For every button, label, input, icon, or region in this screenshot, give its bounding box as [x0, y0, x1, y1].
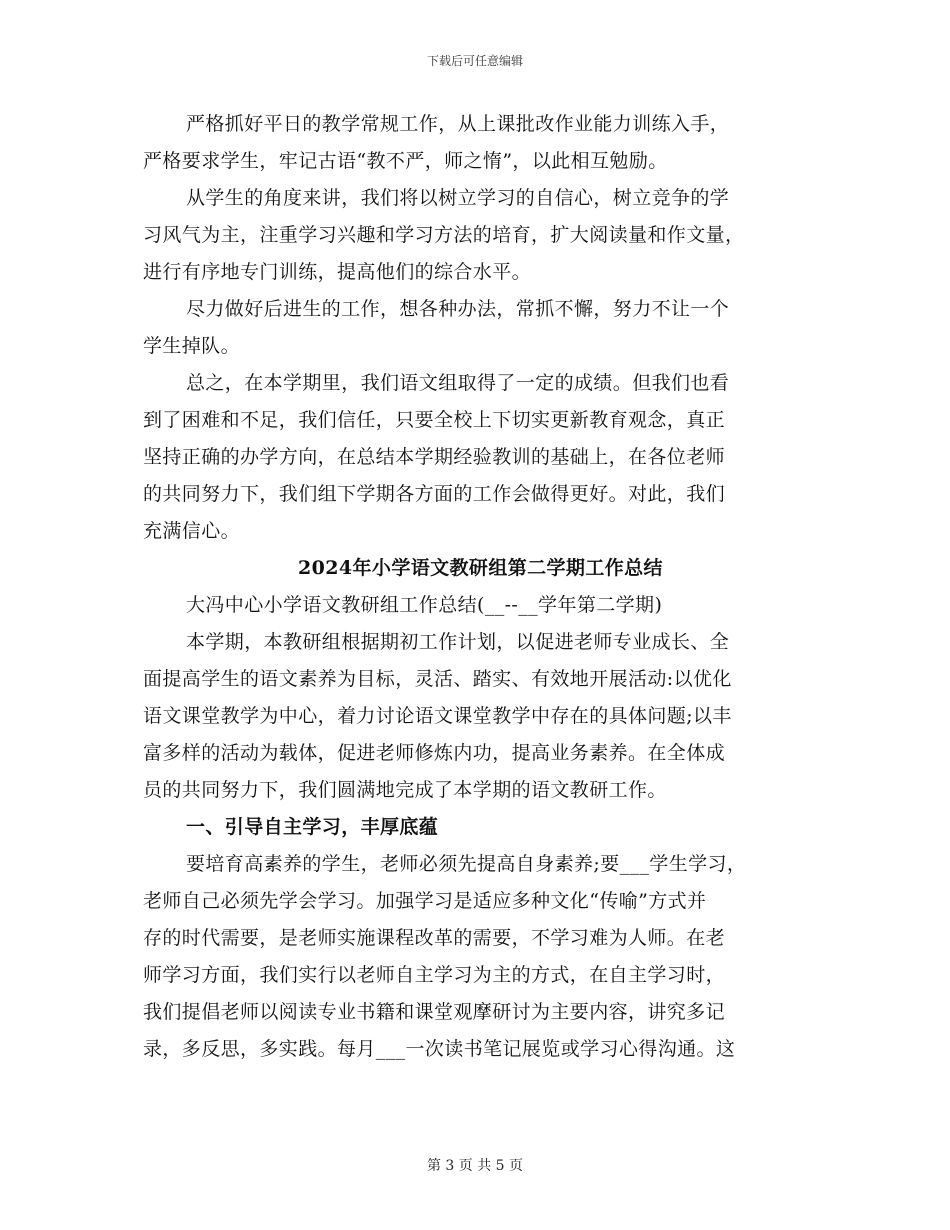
text-line: 从学生的角度来讲，我们将以树立学习的自信心，树立竞争的学: [186, 187, 730, 209]
section-heading: 一、引导自主学习，丰厚底蕴: [186, 816, 439, 838]
page-number: 第 3 页 共 5 页: [426, 1158, 524, 1174]
text-line: 严格抓好平日的教学常规工作，从上课批改作业能力训练入手，: [186, 113, 730, 135]
text-line: 进行有序地专门训练，提高他们的综合水平。: [143, 261, 532, 283]
text-line: 本学期，本教研组根据期初工作计划，以促进老师专业成长、全: [186, 631, 730, 653]
text-line: 到了困难和不足，我们信任，只要全校上下切实更新教育观念，真正: [143, 409, 726, 431]
text-line: 录，多反思，多实践。每月___一次读书笔记展览或学习心得沟通。这: [143, 1038, 736, 1060]
text-line: 要培育高素养的学生，老师必须先提高自身素养;要___学生学习，: [186, 853, 747, 875]
text-line: 面提高学生的语文素养为目标，灵活、踏实、有效地开展活动:以优化: [143, 668, 732, 690]
subtitle-line: 大冯中心小学语文教研组工作总结(__--__学年第二学期): [186, 594, 663, 616]
text-line: 学生掉队。: [143, 335, 241, 357]
text-line: 严格要求学生，牢记古语“教不严，师之惰”，以此相互勉励。: [143, 150, 668, 172]
text-line: 我们提倡老师以阅读专业书籍和课堂观摩研讨为主要内容，讲究多记: [143, 1001, 726, 1023]
text-line: 富多样的活动为载体，促进老师修炼内功，提高业务素养。在全体成: [143, 742, 726, 764]
text-line: 习风气为主，注重学习兴趣和学习方法的培育，扩大阅读量和作文量，: [143, 224, 745, 246]
document-title: 2024年小学语文教研组第二学期工作总结: [298, 557, 663, 579]
text-line: 充满信心。: [143, 520, 241, 542]
text-line: 师学习方面，我们实行以老师自主学习为主的方式，在自主学习时，: [143, 964, 726, 986]
text-line: 尽力做好后进生的工作，想各种办法，常抓不懈，努力不让一个: [186, 298, 730, 320]
text-line: 总之，在本学期里，我们语文组取得了一定的成绩。但我们也看: [186, 372, 730, 394]
text-line: 的共同努力下，我们组下学期各方面的工作会做得更好。对此，我们: [143, 483, 726, 505]
text-line: 员的共同努力下，我们圆满地完成了本学期的语文教研工作。: [143, 779, 667, 801]
text-line: 存的时代需要，是老师实施课程改革的需要，不学习难为人师。在老: [143, 927, 726, 949]
document-body: [143, 106, 808, 1068]
text-line: 语文课堂教学为中心，着力讨论语文课堂教学中存在的具体问题;以丰: [143, 705, 732, 727]
text-line: 坚持正确的办学方向，在总结本学期经验教训的基础上，在各位老师: [143, 446, 726, 468]
text-line: 老师自己必须先学会学习。加强学习是适应多种文化“传喻”方式并: [143, 890, 707, 912]
page-header-note: 下载后可任意编辑: [426, 54, 523, 68]
